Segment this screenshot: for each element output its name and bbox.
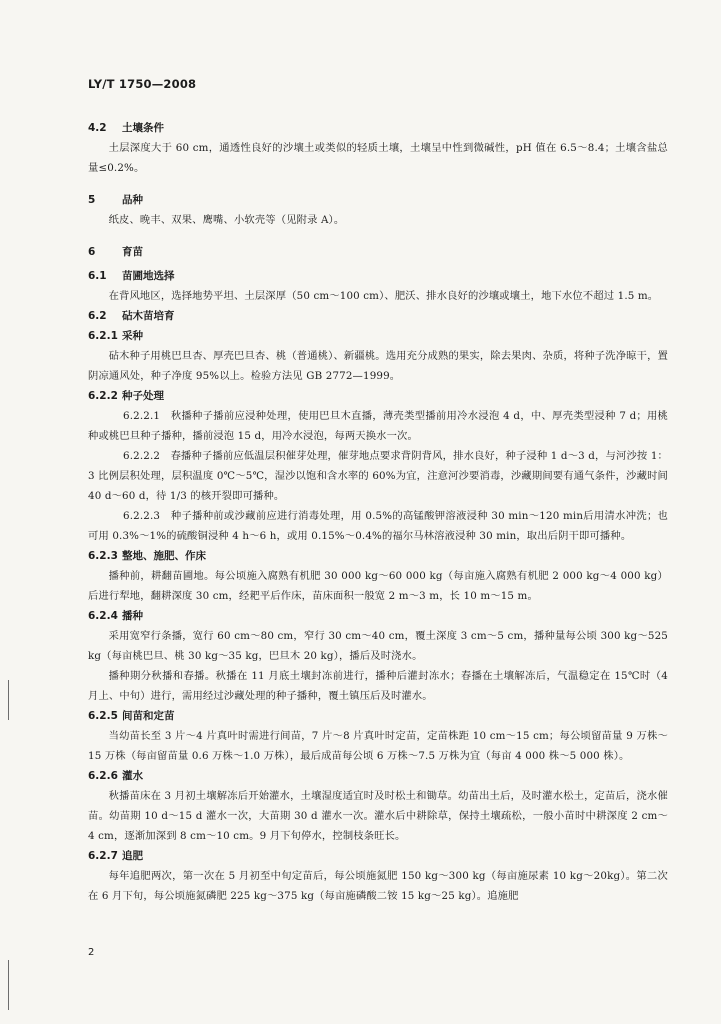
page-number: 2 <box>88 947 95 958</box>
section-title: 土壤条件 <box>122 122 164 134</box>
body-paragraph: 播种前，耕翻苗圃地。每公顷施入腐熟有机肥 30 000 kg～60 000 kg（每亩施入腐熟有机肥 2 000 kg～4 000 kg）后进行犁地，翻耕深度 30 cm，经耙平后作床，苗床面积一般宽 2 m～3 m，长 10 m～15 m。 <box>88 570 668 602</box>
section-heading <box>88 242 668 262</box>
section-number: 6.2.3 <box>88 550 118 562</box>
section-number: 6.2.5 <box>88 710 118 722</box>
section-heading <box>88 386 668 406</box>
section-number: 6.1 <box>88 270 107 282</box>
body-paragraph: 在背风地区，选择地势平坦、土层深厚（50 cm～100 cm）、肥沃、排水良好的沙壤或壤土，地下水位不超过 1.5 m。 <box>108 290 659 302</box>
section-title: 种子处理 <box>122 390 164 402</box>
section-number: 6.2.2 <box>88 390 118 402</box>
section-heading <box>88 306 668 326</box>
section-title: 采种 <box>122 330 143 342</box>
body-paragraph: 秋播苗床在 3 月初土壤解冻后开始灌水，土壤湿度适宜时及时松土和锄草。幼苗出土后，及时灌水松土，定苗后，浇水催苗。幼苗期 10 d～15 d 灌水一次，大苗期 30 d 灌水一次。灌水后中耕除草，保持土壤疏松，一般小苗时中耕深度 2 cm～4 cm，逐渐加深到 8 cm～10 cm。9 月下旬停水，控制枝条旺长。 <box>88 790 668 842</box>
section-heading <box>88 606 668 626</box>
body-paragraph: 采用宽窄行条播，宽行 60 cm～80 cm，窄行 30 cm～40 cm，覆土深度 3 cm～5 cm，播种量每公顷 300 kg～525 kg（每亩桃巴旦、桃 30 kg～35 kg，巴旦木 20 kg），播后及时浇水。 <box>88 630 668 662</box>
section-title: 育苗 <box>122 246 143 258</box>
section-number: 6.2.7 <box>88 850 118 862</box>
section-spacer <box>88 178 668 190</box>
standard-number-header: LY/T 1750—2008 <box>88 77 197 91</box>
section-number: 4.2 <box>88 122 107 134</box>
section-title: 播种 <box>122 610 143 622</box>
section-heading <box>88 326 668 346</box>
section-title: 品种 <box>122 194 143 206</box>
section-heading <box>88 546 668 566</box>
body-paragraph: 每年追肥两次，第一次在 5 月初至中旬定苗后，每公顷施氮肥 150 kg～300 kg（每亩施尿素 10 kg～20kg）。第二次在 6 月下旬，每公顷施氮磷肥 225 kg～375 kg（每亩施磷酸二铵 15 kg～25 kg）。追施肥 <box>88 870 668 902</box>
body-paragraph: 6.2.2.3 种子播种前或沙藏前应进行消毒处理，用 0.5%的高锰酸钾溶液浸种 30 min～120 min后用清水冲洗；也可用 0.3%～1%的硫酸铜浸种 4 h～6 h，或用 0.15%～0.4%的福尔马林溶液浸种 30 min，取出后阴干即可播种。 <box>88 510 668 542</box>
body-paragraph: 播种期分秋播和春播。秋播在 11 月底土壤封冻前进行，播种后灌封冻水；春播在土壤解冻后，气温稳定在 15℃时（4 月上、中旬）进行，需用经过沙藏处理的种子播种，覆土镇压后及时灌水。 <box>88 670 668 702</box>
section-title: 间苗和定苗 <box>122 710 175 722</box>
section-number: 5 <box>88 194 96 206</box>
section-number: 6.2.6 <box>88 770 118 782</box>
body-paragraph: 6.2.2.2 春播种子播前应低温层积催芽处理，催芽地点要求背阴背风，排水良好，种子浸种 1 d～3 d，与河沙按 1：3 比例层积处理，层积温度 0℃～5℃，湿沙以饱和含水率的 60%为宜，注意河沙要消毒，沙藏期间要有通气条件，沙藏时间 40 d～60 d，待 1/3 的核开裂即可播种。 <box>88 450 668 502</box>
section-heading <box>88 190 668 210</box>
scan-edge-mark <box>8 680 9 720</box>
body-paragraph: 6.2.2.1 秋播种子播前应浸种处理，使用巴旦木直播，薄壳类型播前用冷水浸泡 4 d，中、厚壳类型浸种 7 d；用桃种或桃巴旦种子播种，播前浸泡 15 d，用冷水浸泡，每两天换水一次。 <box>88 410 668 442</box>
section-heading <box>88 846 668 866</box>
body-paragraph: 当幼苗长至 3 片～4 片真叶时需进行间苗，7 片～8 片真叶时定苗，定苗株距 10 cm～15 cm；每公顷留苗量 9 万株～15 万株（每亩留苗量 0.6 万株～1.0 万株），最后成苗每公顷 6 万株～7.5 万株为宜（每亩 4 000 株～5 000 株）。 <box>88 730 668 762</box>
section-number: 6.2.1 <box>88 330 118 342</box>
section-title: 追肥 <box>122 850 143 862</box>
section-number: 6.2.4 <box>88 610 118 622</box>
section-heading <box>88 706 668 726</box>
body-paragraph: 砧木种子用桃巴旦杏、厚壳巴旦杏、桃（普通桃）、新疆桃。选用充分成熟的果实，除去果肉、杂质，将种子洗净晾干，置阴凉通风处，种子净度 95%以上。检验方法见 GB 2772—1999。 <box>88 350 668 382</box>
section-title: 整地、施肥、作床 <box>122 550 206 562</box>
section-number: 6 <box>88 246 96 258</box>
section-heading <box>88 118 668 138</box>
section-spacer <box>88 230 668 242</box>
scan-edge-mark <box>8 960 9 1010</box>
section-number: 6.2 <box>88 310 107 322</box>
body-paragraph: 纸皮、晚丰、双果、鹰嘴、小软壳等（见附录 A）。 <box>108 214 345 226</box>
section-heading <box>88 766 668 786</box>
section-title: 苗圃地选择 <box>122 270 175 282</box>
section-title: 砧木苗培育 <box>122 310 175 322</box>
body-paragraph: 土层深度大于 60 cm，通透性良好的沙壤土或类似的轻质土壤，土壤呈中性到微碱性，pH 值在 6.5～8.4；土壤含盐总量≤0.2%。 <box>88 142 668 174</box>
section-heading <box>88 266 668 286</box>
document-body <box>88 118 668 906</box>
section-title: 灌水 <box>122 770 143 782</box>
